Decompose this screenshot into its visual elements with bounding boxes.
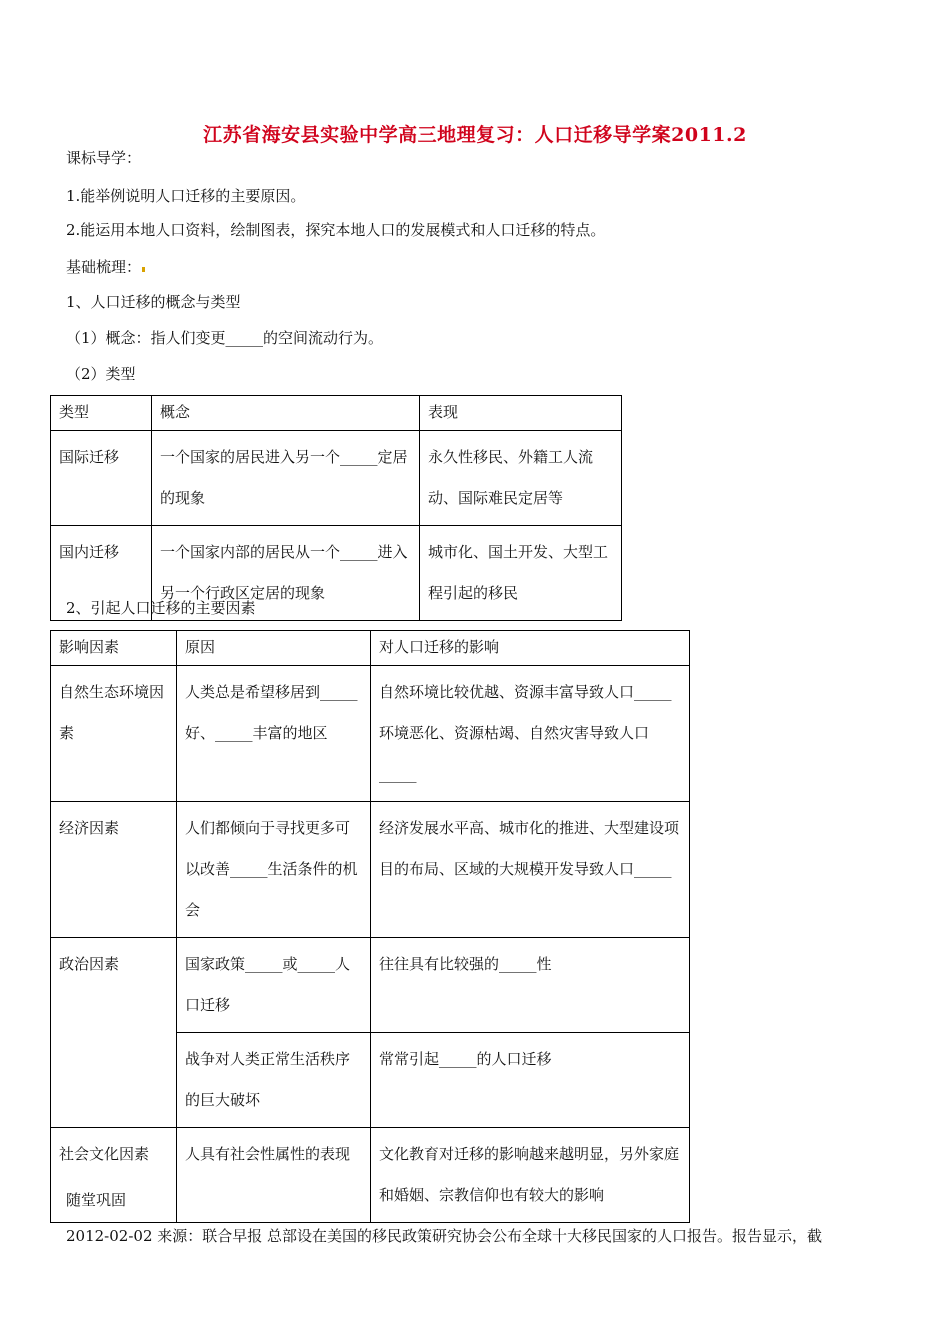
header-reason: 原因 xyxy=(177,631,371,666)
section-label-basics xyxy=(66,257,145,277)
effect-line: 自然环境比较优越、资源丰富导致人口_____ xyxy=(379,683,672,701)
reason-cell: 人类总是希望移居到_____好、_____丰富的地区 xyxy=(177,666,371,802)
marker-dot xyxy=(142,267,145,272)
section-label-basics-text: 基础梳理： xyxy=(66,258,142,276)
migration-types-table xyxy=(50,395,622,621)
document-title: 江苏省海安县实验中学高三地理复习：人口迁移导学案2011.2 xyxy=(203,124,747,146)
subsection-2-heading: 2、引起人口迁移的主要因素 xyxy=(66,599,256,617)
table-header-row xyxy=(51,396,622,431)
types-heading: （2）类型 xyxy=(66,365,136,383)
factor-cell: 自然生态环境因素 xyxy=(51,666,177,802)
reason-cell: 战争对人类正常生活秩序的巨大破坏 xyxy=(177,1033,371,1128)
subsection-1-heading: 1、人口迁移的概念与类型 xyxy=(66,293,241,311)
reason-cell: 国家政策_____或_____人口迁移 xyxy=(177,938,371,1033)
header-effect: 对人口迁移的影响 xyxy=(371,631,690,666)
standard-item-2: 2.能运用本地人口资料，绘制图表，探究本地人口的发展模式和人口迁移的特点。 xyxy=(66,221,606,239)
header-factor: 影响因素 xyxy=(51,631,177,666)
section-label-standards: 课标导学： xyxy=(66,149,142,167)
effect-cell: 常常引起_____的人口迁移 xyxy=(371,1033,690,1128)
table-row xyxy=(51,938,690,1033)
reason-cell: 人具有社会性属性的表现 xyxy=(177,1128,371,1223)
effect-cell: 往往具有比较强的_____性 xyxy=(371,938,690,1033)
table-row xyxy=(51,431,622,526)
type-cell: 国际迁移 xyxy=(51,431,152,526)
practice-heading: 随堂巩固 xyxy=(66,1191,127,1209)
header-manifestation: 表现 xyxy=(420,396,622,431)
header-type: 类型 xyxy=(51,396,152,431)
factor-cell: 社会文化因素 xyxy=(51,1128,177,1223)
table-row xyxy=(51,1128,690,1223)
reason-cell: 人们都倾向于寻找更多可以改善_____生活条件的机会 xyxy=(177,802,371,938)
effect-cell: 文化教育对迁移的影响越来越明显，另外家庭和婚姻、宗教信仰也有较大的影响 xyxy=(371,1128,690,1223)
migration-factors-table xyxy=(50,630,690,1223)
standard-item-1: 1.能举例说明人口迁移的主要原因。 xyxy=(66,187,306,205)
effect-cell xyxy=(371,666,690,802)
concept-line: （1）概念：指人们变更_____的空间流动行为。 xyxy=(66,329,384,347)
table-header-row xyxy=(51,631,690,666)
factor-cell: 经济因素 xyxy=(51,802,177,938)
concept-cell: 一个国家内部的居民从一个_____进入另一个行政区定居的现象 xyxy=(152,526,420,621)
effect-cell: 经济发展水平高、城市化的推进、大型建设项目的布局、区域的大规模开发导致人口_____ xyxy=(371,802,690,938)
factor-cell: 政治因素 xyxy=(51,938,177,1128)
manifestation-cell: 城市化、国土开发、大型工程引起的移民 xyxy=(420,526,622,621)
table-row xyxy=(51,666,690,802)
table-row xyxy=(51,802,690,938)
effect-line: 环境恶化、资源枯竭、自然灾害导致人口_____ xyxy=(379,724,650,783)
header-concept: 概念 xyxy=(152,396,420,431)
manifestation-cell: 永久性移民、外籍工人流动、国际难民定居等 xyxy=(420,431,622,526)
news-excerpt: 2012-02-02 来源：联合早报 总部设在美国的移民政策研究协会公布全球十大移民国家的人口报告。报告显示，截 xyxy=(66,1227,823,1245)
concept-cell: 一个国家的居民进入另一个_____定居的现象 xyxy=(152,431,420,526)
type-cell: 国内迁移 xyxy=(51,526,152,621)
